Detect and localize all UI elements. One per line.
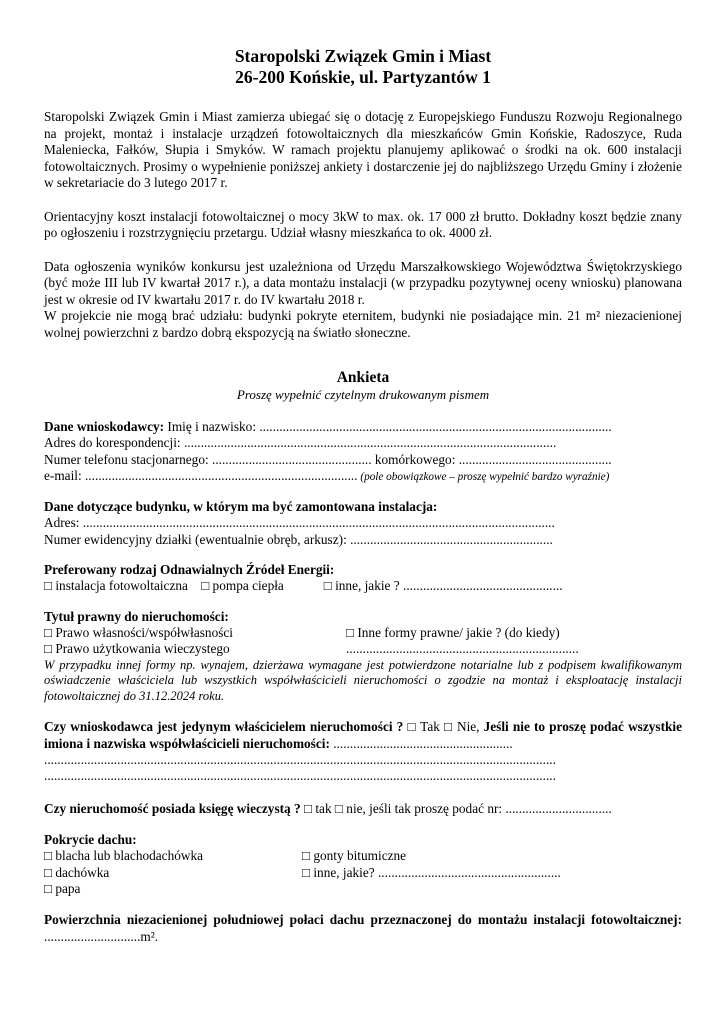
- legal-title-heading: Tytuł prawny do nieruchomości:: [44, 608, 229, 624]
- correspondence-address-field[interactable]: Adres do korespondencji: ................................................................................................................: [44, 435, 557, 451]
- survey-subtitle: Proszę wypełnić czytelnym drukowanym pismem: [236, 387, 490, 402]
- option-roof-tiles-checkbox[interactable]: □ dachówka: [44, 864, 110, 880]
- roof-section: [44, 832, 682, 897]
- option-perpetual-usufruct-checkbox[interactable]: □ Prawo użytkowania wieczystego: [44, 641, 230, 657]
- email-line[interactable]: [44, 468, 682, 485]
- legal-title-row-2: [44, 641, 682, 657]
- email-note: (pole obowiązkowe – proszę wypełnić bardzo wyraźnie): [357, 470, 610, 483]
- option-metal-sheet-checkbox[interactable]: □ blacha lub blachodachówka: [44, 848, 204, 864]
- intro-paragraph-3: Data ogłoszenia wyników konkursu jest uzależniona od Urzędu Marszałkowskiego Województwa Świętokrzyskiego (być może III lub IV kwartał 2017 r.), a data montażu instalacji (w przypadku pozytywnej oceny wniosku) planowana jest w okresie od IV kwartału 2017 r. do IV kwartału 2018 r.: [44, 258, 682, 307]
- option-other-energy-checkbox[interactable]: □ inne, jakie ? ................................................: [323, 578, 563, 594]
- legal-title-section: [44, 609, 682, 704]
- land-register-question: [44, 801, 682, 817]
- land-register-label: Czy nieruchomość posiada księgę wieczystą ?: [44, 800, 301, 816]
- option-other-legal-checkbox[interactable]: □ Inne formy prawne/ jakie ? (do kiedy): [346, 624, 560, 640]
- option-ownership-checkbox[interactable]: □ Prawo własności/współwłasności: [44, 624, 234, 640]
- option-roofing-felt-checkbox[interactable]: □ papa: [44, 880, 81, 896]
- roof-row-2: [44, 865, 682, 881]
- legal-title-note: W przypadku innej formy np. wynajem, dzierżawa wymagane jest potwierdzone notarialne lub z podpisem kwalifikowanym oświadczenie właściciela lub wszystkich współwłaścicieli nieruchomości o zgodzie na montaż i eksploatację instalacji fotowoltaicznej do 31.12.2024 roku.: [44, 657, 682, 703]
- co-owners-line-2[interactable]: ..........................................................................................................................................................: [44, 768, 556, 784]
- intro-paragraph-2: Orientacyjny koszt instalacji fotowoltaicznej o mocy 3kW to max. ok. 17 000 zł brutto. Dokładny koszt będzie znany po ogłoszeniu i rozstrzygnięciu przetargu. Udział własny mieszkańca to ok. 4000 zł.: [44, 208, 682, 240]
- organization-name: Staropolski Związek Gmin i Miast: [234, 46, 492, 66]
- roof-area-field[interactable]: .............................m².: [44, 928, 159, 944]
- option-photovoltaic-checkbox[interactable]: □ instalacja fotowoltaiczna: [44, 578, 188, 594]
- owner-question-label: Czy wnioskodawca jest jedynym właścicielem nieruchomości ?: [44, 719, 404, 735]
- owner-question: [44, 719, 682, 752]
- intro-paragraph-4: W projekcie nie mogą brać udziału: budynki pokryte eternitem, budynki nie posiadające min. 21 m² niezacienionej wolnej powierzchni z bardzo dobrą ekspozycją na światło słoneczne.: [44, 308, 682, 340]
- applicant-name-field[interactable]: Imię i nazwisko: ..........................................................................................................: [164, 419, 612, 434]
- co-owners-field[interactable]: ......................................................: [329, 735, 513, 751]
- applicant-heading: Dane wnioskodawcy:: [44, 419, 165, 434]
- co-owners-label: Jeśli nie to proszę podać wszystkie imiona i nazwiska współwłaścicieli nieruchomości:: [44, 719, 683, 751]
- energy-options: [44, 578, 682, 594]
- owner-section: [44, 719, 682, 785]
- applicant-name-line[interactable]: [44, 419, 682, 435]
- roof-area-label: Powierzchnia niezacienionej południowej połaci dachu przeznaczonej do montażu instalacji fotowoltaicznej:: [44, 912, 682, 928]
- email-field[interactable]: e-mail: ..................................................................................: [44, 467, 358, 483]
- owner-yes-no-checkboxes[interactable]: □ Tak □ Nie,: [403, 719, 484, 735]
- intro-paragraph-1: Staropolski Związek Gmin i Miast zamierza ubiegać się o dotację z Europejskiego Funduszu Rozwoju Regionalnego na projekt, montaż i instalacje urządzeń fotowoltaicznych dla mieszkańców Gmin Końskie, Radoszyce, Ruda Maleniecka, Fałków, Słupia i Smyków. W ramach projektu planujemy aplikować o środki na ok. 600 instalacji fotowoltaicznych. Prosimy o wypełnienie poniższej ankiety i dostarczenie jej do najbliższego Urzędu Gminy i złożenie w sekretariacie do 3 lutego 2017 r.: [44, 109, 682, 190]
- organization-address: 26-200 Końskie, ul. Partyzantów 1: [235, 67, 491, 87]
- legal-title-row-1: [44, 625, 682, 641]
- roof-heading: Pokrycie dachu:: [44, 831, 137, 847]
- option-other-roof-checkbox[interactable]: □ inne, jakie? .......................................................: [302, 864, 561, 880]
- other-legal-form-field[interactable]: ......................................................................: [346, 641, 579, 657]
- option-heat-pump-checkbox[interactable]: □ pompa ciepła: [201, 578, 284, 594]
- document-page: [44, 0, 682, 945]
- survey-title: Ankieta: [336, 369, 390, 386]
- co-owners-line-1[interactable]: ..........................................................................................................................................................: [44, 752, 556, 768]
- roof-row-1: [44, 848, 682, 864]
- building-section: [44, 499, 682, 548]
- energy-heading: Preferowany rodzaj Odnawialnych Źródeł Energii:: [44, 562, 335, 578]
- building-heading: Dane dotyczące budynku, w którym ma być zamontowana instalacja:: [44, 499, 438, 515]
- applicant-section: [44, 419, 682, 485]
- phone-field[interactable]: Numer telefonu stacjonarnego: ................................................ komórkowego: ..............................................: [44, 451, 612, 467]
- roof-area-question: [44, 912, 682, 945]
- land-register-field[interactable]: □ tak □ nie, jeśli tak proszę podać nr: ................................: [300, 800, 612, 816]
- building-address-field[interactable]: Adres: ..............................................................................................................................................: [44, 515, 555, 531]
- plot-number-field[interactable]: Numer ewidencyjny działki (ewentualnie obręb, arkusz): .............................................................: [44, 531, 553, 547]
- energy-section: [44, 562, 682, 595]
- option-bitumen-shingles-checkbox[interactable]: □ gonty bitumiczne: [302, 848, 407, 864]
